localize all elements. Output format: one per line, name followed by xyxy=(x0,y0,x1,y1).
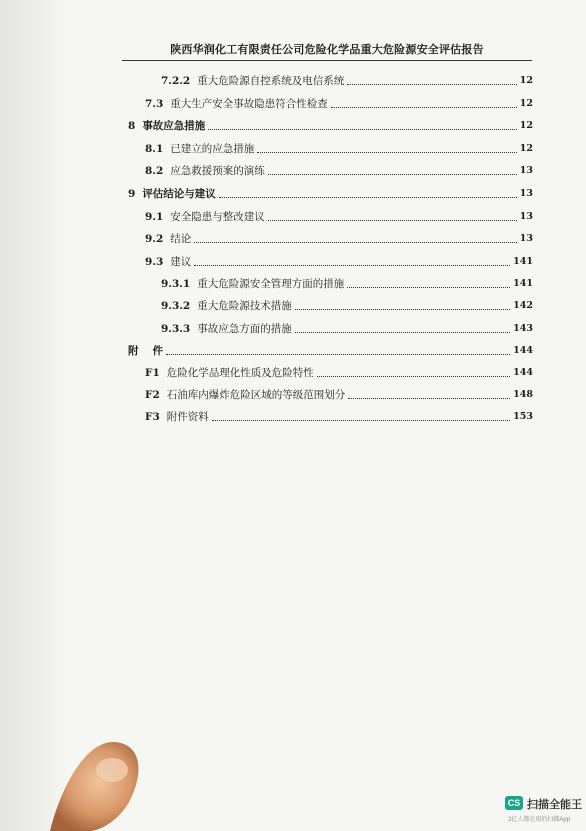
toc-entry-page: 144 xyxy=(513,345,533,356)
toc-entry-page: 12 xyxy=(519,75,533,86)
toc-entry-number: F3 xyxy=(145,411,160,423)
toc-entry xyxy=(145,95,533,111)
toc-entry xyxy=(161,275,533,291)
toc-dot-leader xyxy=(317,375,510,377)
toc-dot-leader xyxy=(194,264,510,266)
toc-entry-page: 144 xyxy=(513,367,533,378)
toc-entry xyxy=(145,162,533,178)
toc-entry xyxy=(128,117,533,133)
header-title: 陕西华润化工有限责任公司危险化学品重大危险源安全评估报告 xyxy=(170,43,484,56)
toc-entry-page: 13 xyxy=(519,211,533,222)
toc-dot-leader xyxy=(219,196,517,198)
finger-thumb-image xyxy=(40,730,150,831)
camscanner-name: 扫描全能王 xyxy=(527,799,582,811)
toc-entry-number: F2 xyxy=(145,389,160,401)
toc-entry-number: 8.2 xyxy=(145,165,164,177)
toc-entry-title: 已建立的应急措施 xyxy=(170,143,255,155)
toc-entry-page: 13 xyxy=(519,165,533,176)
toc-entry-title: 建议 xyxy=(170,256,192,268)
toc-entry-title: 评估结论与建议 xyxy=(142,188,216,200)
toc-entry-number: 9.1 xyxy=(145,211,164,223)
toc-entry-title: 事故应急方面的措施 xyxy=(197,323,292,335)
toc-entry-page: 12 xyxy=(519,98,533,109)
toc-entry-title: 重大危险源自控系统及电信系统 xyxy=(197,75,345,87)
toc-entry xyxy=(128,185,533,201)
toc-entry-page: 142 xyxy=(513,300,533,311)
toc-entry-number: 9 xyxy=(128,188,136,200)
toc-dot-leader xyxy=(348,397,510,399)
toc-entry-title: 件 xyxy=(152,345,163,357)
toc-entry xyxy=(161,297,533,313)
toc-entry-page: 141 xyxy=(513,256,533,267)
toc-entry-page: 153 xyxy=(513,411,533,422)
toc-entry xyxy=(145,230,533,246)
toc-entry-page: 143 xyxy=(513,323,533,334)
camscanner-logo-icon: CS xyxy=(505,796,523,810)
toc-entry-title: 结论 xyxy=(170,233,192,245)
toc-entry xyxy=(145,408,533,424)
toc-entry xyxy=(145,364,533,380)
toc-entry-title: 安全隐患与整改建议 xyxy=(170,211,265,223)
toc-dot-leader xyxy=(194,241,516,243)
toc-entry-title: 事故应急措施 xyxy=(142,120,206,132)
toc-entry xyxy=(128,342,533,358)
toc-entry xyxy=(145,140,533,156)
toc-dot-leader xyxy=(347,83,517,85)
toc-entry-title: 应急救援预案的演练 xyxy=(170,165,265,177)
toc-entry-page: 13 xyxy=(519,188,533,199)
toc-entry-page: 148 xyxy=(513,389,533,400)
toc-dot-leader xyxy=(347,286,510,288)
toc-dot-leader xyxy=(295,308,510,310)
toc-dot-leader xyxy=(268,219,517,221)
toc-dot-leader xyxy=(331,106,517,108)
toc-dot-leader xyxy=(166,353,510,355)
toc-entry-number: 7.3 xyxy=(145,98,164,110)
toc-entry xyxy=(161,72,533,88)
toc-entry xyxy=(145,208,533,224)
toc-entry-title: 石油库内爆炸危险区域的等级范围划分 xyxy=(166,389,346,401)
toc-entry-page: 12 xyxy=(519,120,533,131)
toc-entry-number: F1 xyxy=(145,367,160,379)
toc-entry-number: 9.3 xyxy=(145,256,164,268)
toc-entry-title: 附件资料 xyxy=(166,411,209,423)
page-header xyxy=(122,38,532,61)
toc-entry-title: 危险化学品理化性质及危险特性 xyxy=(166,367,314,379)
toc-entry-number: 8.1 xyxy=(145,143,164,155)
toc-entry-number: 8 xyxy=(128,120,136,132)
toc-entry xyxy=(161,320,533,336)
toc-dot-leader xyxy=(295,331,510,333)
toc-dot-leader xyxy=(268,173,517,175)
toc-entry-page: 12 xyxy=(519,143,533,154)
toc-entry-page: 141 xyxy=(513,278,533,289)
toc-entry-title: 重大危险源安全管理方面的措施 xyxy=(197,278,345,290)
toc-entry-number: 7.2.2 xyxy=(161,75,191,87)
toc-entry-number: 9.3.2 xyxy=(161,300,191,312)
camscanner-tagline: 3亿人都在用的扫描App xyxy=(508,817,571,823)
toc-entry-page: 13 xyxy=(519,233,533,244)
toc-entry-number: 附 xyxy=(128,345,139,357)
toc-entry-number: 9.3.1 xyxy=(161,278,191,290)
toc-entry-number: 9.2 xyxy=(145,233,164,245)
toc-entry-number: 9.3.3 xyxy=(161,323,191,335)
page-shadow xyxy=(0,0,70,831)
toc-entry-title: 重大危险源技术措施 xyxy=(197,300,292,312)
toc-dot-leader xyxy=(208,128,516,130)
toc-dot-leader xyxy=(212,419,510,421)
toc-entry-title: 重大生产安全事故隐患符合性检查 xyxy=(170,98,328,110)
toc-dot-leader xyxy=(257,151,516,153)
toc-entry xyxy=(145,253,533,269)
toc-entry xyxy=(145,386,533,402)
